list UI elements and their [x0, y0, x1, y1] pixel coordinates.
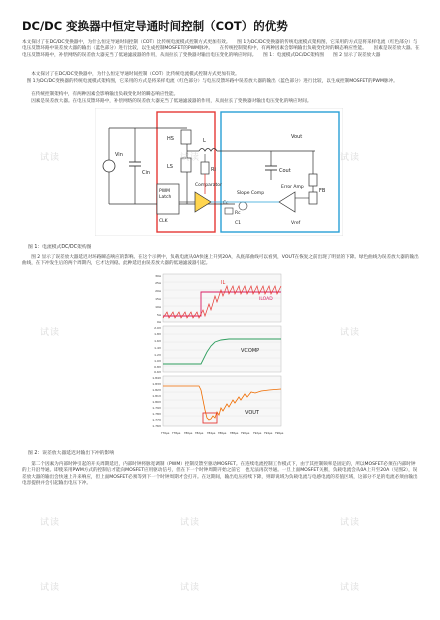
cout-label: Cout — [279, 168, 291, 174]
x-tick-10: 796μs — [274, 431, 284, 435]
ls-label: LS — [167, 164, 173, 170]
y-tick-top-3: 15A — [155, 297, 161, 301]
latch-label: Latch — [159, 195, 172, 200]
watermark-6: 试读 — [40, 518, 61, 528]
y-tick-bot-3: 1.81V — [152, 394, 161, 398]
rc-label: Rc — [235, 211, 241, 216]
y-tick-bot-4: 1.80V — [152, 400, 161, 404]
watermark-1: 试读 — [40, 153, 61, 163]
watermark-4: 试读 — [40, 328, 61, 338]
x-tick-2: 780μs — [183, 431, 193, 435]
vout-wave-label: VOUT — [245, 410, 259, 416]
clk-label: CLK — [159, 219, 168, 224]
y-tick-bot-2: 1.82V — [152, 388, 161, 392]
hs-label: HS — [167, 136, 174, 142]
watermark-5: 试读 — [340, 328, 361, 338]
paragraph-1: 本文探讨了在DC/DC变换器中，为什么恒定导通时间控制（COT）比传统电流模式控制方式更加有效。 — [22, 72, 240, 77]
c1-label: C1 — [235, 221, 242, 226]
watermark-3: 试读 — [340, 153, 361, 163]
transient-waveform-plots — [145, 272, 285, 442]
x-tick-0: 776μs — [160, 431, 170, 435]
vout-panel — [163, 376, 281, 426]
y-tick-mid-4: 1.2V — [154, 353, 161, 357]
vcomp-panel — [163, 326, 281, 372]
cc-label: Cc — [223, 201, 229, 206]
vcomp-label: VCOMP — [241, 348, 260, 354]
watermark-2: 试读 — [180, 153, 201, 163]
paragraph-2: 图 1为DC/DC变换器的传统电流模式架构图，它采用的方式是将采样电流（红色部分）与电压反馈环路中误差放大器的输出（蓝色部分）进行比较，以生成控制MOSFET的PWM脉冲。 — [22, 79, 398, 84]
y-tick-top-2: 20A — [155, 289, 161, 293]
page-title: DC/DC 变换器中恒定导通时间控制（COT）的优势 — [22, 19, 288, 33]
y-tick-mid-0: 2.0V — [154, 326, 161, 330]
y-tick-mid-3: 1.4V — [154, 346, 161, 350]
y-tick-mid-5: 1.0V — [154, 359, 161, 363]
watermark-8: 试读 — [340, 518, 361, 528]
paragraph-final: 第二个因素为内部时钟引起的开关周期延迟，内部时钟将脉宽调制（PWM）控制反馈至驱动MOSFET。在连续电流控制工作模式下，由于其控制频率是固定的，所以MOSFET必须在内部时钟的上升沿导通。即使采用PWM方式的控制后才能向MOSFET应用驱动信号，但在下一个时钟周期开始之前它 也无法再次导通。一旦上面MOSFET关断，负载电流会从0A上升至20A（见图2），误差放大器的输出会快速上升来响应，但上面MOSFET必须等到下一个时钟周期才会打开。在这期间，输出电压持续下降，则即说域为负载电流与电感电流的差值区域，这部分不足的电流必须由输出电容提供并会引起输出电压下冲。 — [22, 462, 418, 487]
y-tick-bot-7: 1.77V — [152, 418, 161, 422]
x-tick-7: 790μs — [240, 431, 250, 435]
intro-paragraph: 本文探讨了在DC/DC变换器中，为什么恒定导通时间控制（COT）比传统电流模式控制方式更加有效。 图 1为DC/DC变换器的传统电流模式架构图，它采用的方式是将采样电流（红色部分）与电压反馈环路中误差放大器的输出（蓝色部分）进行比较，以生成控制MOSFET的PWM脉冲。 在传统控制架构中，有两种因素会影响输出负载变化时的瞬态响应性能。 因素是误差放大器。在电压反馈环路中，补偿网络的误差放大器充当了低通滤波器的作用，从而拉长了变换器对输出电压变化的响应时间。 图 1：电流模式DC/DC架构图 图 2 显示了误差放大器 — [22, 40, 420, 58]
vin-label: Vin — [115, 152, 123, 158]
y-tick-top-6: 0A — [157, 320, 161, 324]
vout-label: Vout — [291, 134, 303, 140]
x-tick-8: 792μs — [252, 431, 262, 435]
x-tick-1: 778μs — [171, 431, 181, 435]
watermark-7: 试读 — [180, 518, 201, 528]
figure-1-caption: 图 1：电流模式DC/DC架构图 — [28, 245, 92, 250]
vref-label: Vref — [291, 221, 301, 226]
y-tick-mid-2: 1.6V — [154, 339, 161, 343]
y-tick-top-0: 30A — [155, 274, 161, 278]
y-tick-mid-1: 1.8V — [154, 332, 161, 336]
y-tick-bot-1: 1.83V — [152, 382, 161, 386]
inductor-label: L — [203, 138, 206, 144]
paragraph-3: 在传统控制架构中，有两种因素会影响输出负载变化时的瞬态响应性能。 — [22, 92, 179, 97]
watermark-9: 试读 — [40, 583, 61, 593]
y-tick-bot-8: 1.76V — [152, 424, 161, 428]
paragraph-4: 因素是误差放大器。在电压反馈环路中，补偿网络的误差放大器充当了低通滤波器的作用，从而拉长了变换器对输出电压变化的响应时间。 — [22, 99, 312, 104]
fb-label: FB — [319, 188, 326, 194]
y-tick-mid-7: 0.6V — [154, 370, 161, 374]
y-tick-top-5: 5A — [157, 313, 161, 317]
figure-2-caption: 图 2：误差放大器延迟对输出下冲的影响 — [28, 451, 115, 456]
y-tick-bot-5: 1.79V — [152, 406, 161, 410]
error-amp-label: Error Amp — [281, 185, 304, 190]
x-tick-4: 784μs — [206, 431, 216, 435]
iload-label: ILOAD — [259, 297, 273, 302]
comparator-label: Comparator — [195, 183, 222, 188]
x-tick-5: 786μs — [217, 431, 227, 435]
cin-label: Cin — [142, 170, 151, 176]
watermark-11: 试读 — [340, 583, 361, 593]
ri-label: Ri — [211, 167, 216, 173]
slope-comp-label: Slope Comp — [237, 191, 265, 196]
y-tick-bot-0: 1.84V — [152, 376, 161, 380]
x-tick-6: 788μs — [229, 431, 239, 435]
y-tick-top-4: 10A — [155, 305, 161, 309]
x-tick-9: 794μs — [263, 431, 273, 435]
pwm-label: PWM — [159, 189, 171, 194]
watermark-10: 试读 — [180, 583, 201, 593]
il-label: IL — [221, 280, 226, 286]
y-tick-mid-6: 0.8V — [154, 365, 161, 369]
x-tick-3: 782μs — [194, 431, 204, 435]
current-mode-circuit-diagram — [95, 108, 343, 236]
paragraph-fig2-intro: 图 2 显示了误差放大器延迟对环路瞬态响应的影响。在这个示例中，负载电流从0A快速上升到20A，从底部曲线可以看到，VOUT在恢复之前出现了明显的下降。绿色曲线为误差放大器的输出曲线，在下冲发生后的两个周期内，它才达到稳。此种延迟由误差放大器的低通滤波器引起。 — [22, 255, 419, 267]
y-tick-bot-6: 1.78V — [152, 412, 161, 416]
y-tick-top-1: 25A — [155, 281, 161, 285]
